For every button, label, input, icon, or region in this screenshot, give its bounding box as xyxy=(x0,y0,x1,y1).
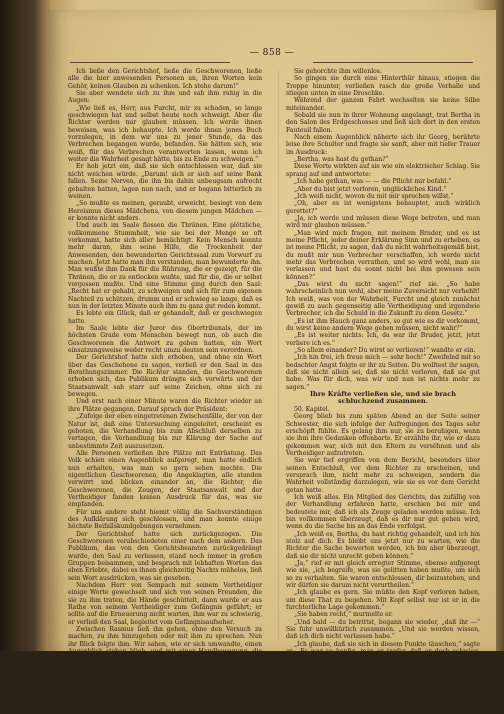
chapter-heading: Ihre Kräfte verließen sie, und sie brach schluchzend zusammen. xyxy=(309,390,457,406)
paragraph: Der Gerichtshof hatte sich erhoben, und ohne ein Wort über das Geschehene zu sagen, verließ er den Saal in das Berathungszimmer. Die Richter standen, die Geschworenen erhoben sich, das Publikum drängte sich vorwärts und der Staatsanwalt sah starr auf seine Zeichen, ohne sich zu bewegen. xyxy=(68,354,262,399)
paragraph: Der Gerichtshof hatte sich zurückgezogen. Die Geschworenen verabschiedeten einer nach dem andern. Das Publikum, das von den Gerichtsbeamten zurückgedrängt wurde, den Saal zu verlassen, stand noch immer in großen Gruppen beisammen, und besprach mit lebhaften Worten das eben Erlebte, dabei es ihnen gleichzeitig Nachts mühelos, ließ sein Wort ausdrücken, was sie gesehen. xyxy=(68,530,262,582)
paragraph: „Ja, ich werde und müssen diese Wege betreten, und man wird mir glauben müssen.“ xyxy=(286,214,480,230)
column-divider xyxy=(278,70,279,640)
paragraph: „Komm!“ sagte er zu ihr, indem er sie mitzog. xyxy=(76,706,218,714)
paragraph: Nachdem Herr von Sempach mit seinem Vertheidiger einige Worte gewechselt und sich von seinen Freunden, die sie zu ihm traten, die Hände geschüttelt, dann wurde er aus Rathe von seinem Vertheidiger zum Gefängnis geführt; er sollte auf die Erneuerung nicht warten, ihm war zu schwierig, er verließ den Saal, begleitet vom Gefängnisaufseher. xyxy=(68,582,262,626)
paragraph: „Wie ließ es, Herr, aus Furcht, mir zu schaden, so lange geschwiegen hat und selbst heute noch schweigt. Aber die Richter werden mir glauben müssen. Ich werde ihnen beweisen, was ich behaupte. Ich werde ihnen jenes Buch vorzulegen, in dem wir uns zu jener Stunde, da das Verbrechen begangen wurde, befanden. Sie hätten sich, wie weiß, für das Verbrechen verantworten lassen, wenn ich weiter die Wahrheit gesagt hätte, bis zu Ende zu schweigen.“ xyxy=(68,104,262,164)
paragraph: „Ja,“ rief er mit gleich erregter Stimme, ebenso aufgeregt wie sie, „ich begreife, was sie gelitten haben mußte, um sich so zu verhalten. Sie waren entschlossen, dir beizustehen, und wir dürfen sie darum nicht verurtheilen.“ xyxy=(286,560,480,590)
paragraph: „Man wird mich fragen, mit meinem Bruder, und es ist meine Pflicht, jeder deiner Erklärung Sinn und zu erheben, es ist meine Pflicht, zu sagen, daß du nicht wahrheitsgemäß bist, du mußt mir nun Verbrecher verschaffen, ich werde nicht mehr das Verbrechen verrathen, und so wird wohl, man sie verlassen und hast du sonnt nicht bei ihm gewesen sein können?“ xyxy=(286,229,480,281)
paragraph: Und erst nach einer Minute waren die Richter wieder an ihre Plätze gegangen. Darauf sprach der Präsident: xyxy=(68,398,262,413)
paragraph: Nach einem Augenblick näherte sich ihr Georg, berührte leise ihre Schulter und fragte sie sanft, aber mit tiefer Trauer im Ausdruck: xyxy=(286,134,480,156)
paragraph: Im Saale lebte der Juror des Obertribunals, der im höchsten Grade vom Menschen bewegt nun, ob auch die Geschworenen die Antwort zu geben hatten, ein Wort einsatzungsweise weder recht umzu deuten sein verordnen. xyxy=(68,325,262,355)
header-rule-right xyxy=(313,62,473,63)
paragraph: Sie gehorchte ihm willenlos. xyxy=(294,68,382,75)
left-text-column xyxy=(68,68,262,714)
paragraph: Diese Worte wirkten auf sie wie ein elektrischer Schlag. Sie sprang auf und antwortete: xyxy=(286,163,480,178)
paragraph: Sie aber wendete sich zu ihm und sah ihm ruhig in die Augen: xyxy=(68,90,262,105)
paragraph: Es lebte ein Glück, daß er gehandelt, daß er geschwiegen hatte. xyxy=(68,310,262,325)
paragraph: „Ich weiß nicht, wovon du mit mir sprechen willst.“ xyxy=(294,192,454,200)
paragraph: „So mußte es meinen, geraubt, erweicht, besiegt von dem Heroismus dieses Mädchens, von diesem jungen Mädchen — er konnte nicht anders. xyxy=(68,200,262,222)
paragraph: „Das wirst du nicht sagen!“ rief sie. „So habe wahrscheinlich nun wohl, aber meine Zuversicht nur verhehlt! Ich weiß, was von der Wahrheit, Furcht und gleich zunächst gewiß zu auch gegenseitig alle Vertheidigung und irgendwie Verbrecher, ich die Schuld in die Zukunft zu denn Gesetz.“ xyxy=(286,280,480,318)
paragraph: Sie war tief ergriffen von dem Bericht, besonders über seinen Entschluß, vor dem Richter zu erscheinen, und versprach ihm, nicht mehr zu schweigen, sondern die Wahrheit vollständig darzulegen, wie sie es vor dem Gericht getan hatte. xyxy=(286,457,480,494)
paragraph: „Ich glaube es gern. Sie müßte den Kopf verloren haben, um diese That zu begehen. Mit Kopf selbst nur ist er in die furchterliche Lage gekommen.“ xyxy=(286,589,480,612)
paragraph: „Nun denn, so wäre er es gewesen! Ihr überdrüß xyxy=(294,684,447,692)
paragraph: Ich ließe den Gerichtshof, ließe die Geschworenen, ließe alle die hier anwesenden Personen an, ihren Worten kein Gehör, keinen Glauben zu schenken. Ich stehe darum!“ xyxy=(68,68,262,90)
paragraph: Und auch im Saale flossen die Thränen. Eine plötzliche, vollkommene Stummheit, wie sie bei der Menge so oft vorkommt, hatte sich aller bemächtigt. Kein Mensch konnte mehr daran, ihm seine Hilfe, die Trockenheit der Anwesenden, den bewunderten Gerichtssaal zum Vorwurf zu machen. Jetzt hatte man ihn verstanden, man bewunderte ihn. Man wußte ihm Dank für die Rührung, die er gezeigt, für die Thränen, die er zu entlocken wußte, und für die, die er selbst vergossen mußte. Und eine Stimme ging durch den Saal: „Recht hat er gehabt, zu schweigen und sich für zum eigenen Nachteil zu schützen, drumm und er schwieg so lange, daß es nun in der letzten Minute auch ihm zu ganz gut reden kommt. xyxy=(68,222,262,310)
paragraph: „Ich weiß es, Bertha, du hast richtig gehandelt, und ich bin stolz auf dich. Es bleibt uns jetzt nur zu warten, wie die Richter die Sache bewerten werden, ich bin aber überzeugt, daß sie dir nicht unrecht geben können.“ xyxy=(286,530,480,560)
paragraph: So gingen sie durch eine Hinterthür hinaus, stiegen die Treppe hinunter, verließen rasch die große Vorhalle und stiegen unten in eine Droschke. xyxy=(286,75,480,98)
paragraph: Während der ganzen Fahrt wechselten sie keine Silbe miteinander. xyxy=(286,97,480,112)
book-page xyxy=(48,10,496,714)
paragraph: Er hob jetzt ein, daß sie sich entschlossen war, daß sie nicht weichen würde. „Darum! sich er sich auf seine Bank fallen. Seine Nerven, die ihn bis dahin unbeugsam aufrecht gehalten hatten, lagen nun nach, und er begann bitterlich zu weinen. xyxy=(68,163,262,200)
paragraph: Für uns andere steht hiemit völlig die Sachverständigen des Aufklärung sich geschlossen, und man konnte einige höchste Beifallskundgebungen vernehmen. xyxy=(68,508,262,531)
paragraph: Da trat sie ganz dicht an ihn heran, und sagte ihm mit heiterer Stimme, funkelnden Augen, während ihr das Blut in die Wangen schoß: xyxy=(286,662,480,685)
paragraph: Ihr Bruder trat auf sie zu. xyxy=(76,699,156,707)
paragraph: „Ich habe gethan, was — — die Pflicht mir befahl.“ xyxy=(294,178,452,186)
paragraph: „Sie haben recht,“ murmelte er. xyxy=(294,611,393,619)
paragraph: „Aber du bist jetzt verloren, unglückliches Kind.“ xyxy=(294,185,447,193)
paragraph: „Es ist ihm Hauch ganz anders, so gut wie es dir vorkommt, du wirst keine andern Wege gehen müssen, nicht wahr?“ xyxy=(286,317,480,333)
paragraph: Ich weiß alles. Ein Mitglied des Gerichts, das zufällig von der Verhandlung erfahren hatte, erschien bei mir und bedeutete mir, daß ich als Zeuge geladen werden müsse. Ich bin vollkommen überzeugt, daß es dir nur gut gehen wird, wenn du die Sache bis an das Ende verfolgst. xyxy=(286,493,480,531)
paragraph: „Ich glaube, daß sie sich in diesem Punkte täuschen,“ sagte er. „Es war so kopfig, man er tapfer, daß er doch schwieg, seine Unschuld zu beweisen.“ xyxy=(286,640,480,663)
paragraph: „Und bald — du betrittst, begann sie wieder, „daß ihr —“ Sie fuhr unwillkürlich zusammen. „Und sie werden wissen, daß ich dich nicht verlassen habe.“ xyxy=(286,618,480,641)
paragraph: Georg blieb bis zum späten Abend an der Seite seiner Schwester, die sich infolge der Aufregungen des Tages sehr erschöpft fühlte. Es gelang ihm nur, sie zu beruhigen, wenn sie ihm ihre Gedanken offenbarte. Er erzählte ihr, wie er dazu gekommen war, sich mit den Eltern zu versöhnen und als Vertheidiger aufzutreten. xyxy=(286,413,480,457)
paragraph: Sobald sie nun in ihrer Wohnung angelangt, trat Bertha in den Salon des Erdgeschosses und ließ sich dort in den ersten Fauteuil fallen. xyxy=(286,112,480,134)
paragraph: „Oh, aber es ist wenigstens behauptet, auch wirklich gerettet?“ xyxy=(286,200,480,215)
paragraph: „So allein einander? Du wirst so verlieren!“ wandte er ein. xyxy=(294,347,476,355)
paragraph: Alle Personen verließen ihre Plätze mit Entrüstung. Das Volk schien einen Augenblick aufgeregt, man hatte endlich nun erhalten, was man so gern sehen mochte. Die eigentlichen Geschworenen, die Angeklagten, alle standen verwirrt und blicken einander an, die Richter, die Geschworenen, die Zeugen, der Staatsanwalt und der Vertheidiger fanden keinen Ausdruck für das, was sie empfanden. xyxy=(68,449,262,509)
paragraph: „Es ist weiter nichts: Ich, da war ihr Bruder, jetzt, jetzt verliere ich es.“ xyxy=(286,332,480,347)
paragraph: 50. Kapitel. xyxy=(294,405,330,413)
paragraph: Zwischen Rasmus ließ ihn gehen, ohne den Versuch zu machen, zu ihm hinzugehen oder mit ihm zu sprechen. Nun ihr Blick folgte ihm. Wir sahen, wie er sich umwandte, einen Augenblick stehen blieb, und mit einer Handbewegung, die ihr galt, dann die Thür zu seinen Füßen, welche sich jetzt öffnete und sich hinter ihm wieder schloß. Zwischen Kasmus war nun zu einer dummen Ende unbeweglich und ohne Bewegung stehen geblieben, das neugierige Publikum, das sie umdrängte, die fragenden Blicke, die gleich Zwischenfragen, ihren zur eigenen Anforderung, ihr Haus zu verlassen. xyxy=(68,626,262,700)
right-text-column xyxy=(286,68,480,692)
paragraph: „Ich hin frei, ich freue mich — sehr hoch!“ Zweifelnd mit so bedachter Angst folgte er ihr zu Seiten. Du wolltest ihr sagen, daß sie nicht allein sei, daß sie nicht verloren, daß sie gut habe. Was für dich, was wir und nun ist nichts mehr zu sagen.“ xyxy=(286,354,480,391)
paragraph: „Bertha, was hast du gethan?“ xyxy=(294,156,389,164)
page-number: — 858 — xyxy=(249,48,295,58)
header-rule-left xyxy=(70,62,230,63)
paragraph: „Zufolge der eben eingetretenen Zwischenfälle, der von der Natur ist, daß eine Untersuchung eingeleitet, erscheint es geboten, die Verhandlung bis zum Abschluß derselben zu vertagen, die Verhandlung bis zur Klärung der Sache auf unbestimmte Zeit auszusetzen. xyxy=(68,413,262,450)
